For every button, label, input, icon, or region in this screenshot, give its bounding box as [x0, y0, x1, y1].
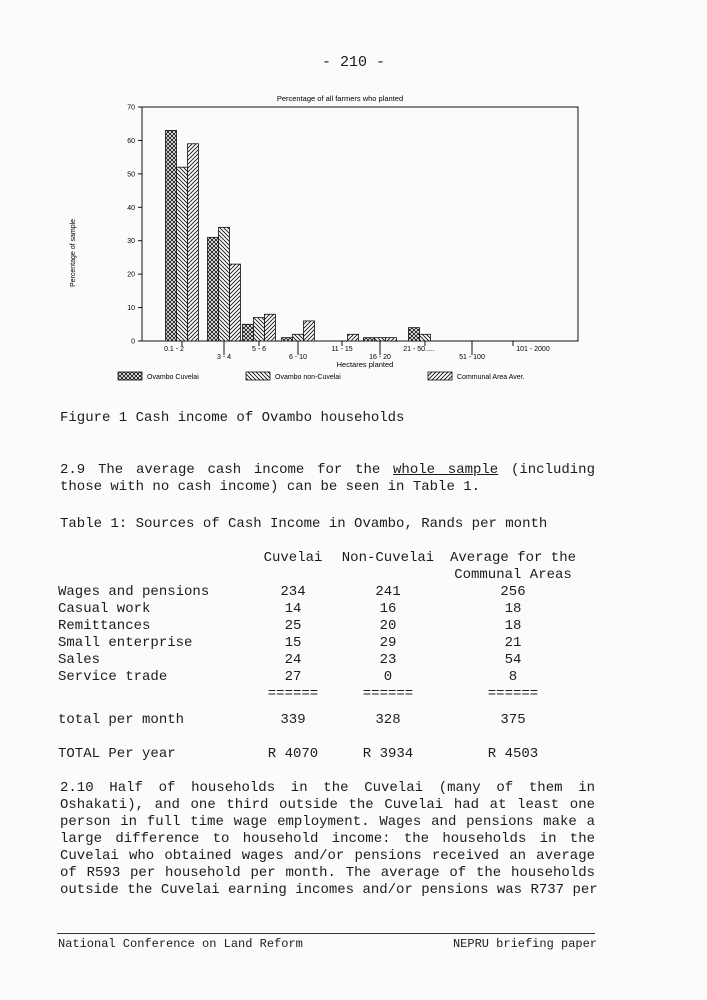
separator-mark: ====== — [487, 686, 539, 702]
legend-swatch — [246, 372, 270, 380]
bar — [282, 338, 293, 341]
bar — [420, 334, 431, 341]
x-tick-label: 21 - 50..... — [403, 346, 435, 353]
footer-conference: National Conference on Land Reform — [58, 937, 303, 951]
legend-swatch — [118, 372, 142, 380]
legend-label: Ovambo non-Cuvelai — [275, 374, 341, 381]
paragraph-line: 2.10 Half of households in the Cuvelai (many of them in — [60, 780, 595, 796]
row-value: 21 — [504, 635, 522, 651]
y-tick-label: 10 — [127, 305, 135, 313]
paragraph-line — [60, 462, 595, 479]
y-tick-label: 50 — [127, 171, 135, 179]
paragraph-line: Cuvelai who obtained wages and/or pensions received an average — [60, 848, 595, 864]
y-tick-label: 40 — [127, 204, 135, 212]
legend-label: Communal Area Aver. — [457, 374, 525, 381]
bar-chart — [60, 88, 580, 388]
bar — [293, 334, 304, 341]
header-communal-average — [438, 550, 588, 584]
underlined-phrase: whole sample — [393, 462, 499, 478]
y-axis-label: Percentage of sample — [70, 218, 77, 288]
bar — [243, 324, 254, 341]
x-tick-label: 11 - 15 — [331, 346, 353, 353]
paragraph-line: Oshakati), and one third outside the Cuvelai had at least one — [60, 797, 595, 813]
income-table — [58, 550, 588, 771]
y-tick-label: 20 — [127, 271, 135, 279]
paragraph-2-9 — [60, 462, 595, 496]
row-value: 234 — [280, 584, 306, 600]
x-axis-label: Hectares planted — [336, 360, 394, 369]
bar — [348, 334, 359, 341]
bar — [409, 328, 420, 341]
total-month-label: total per month — [58, 712, 185, 728]
paragraph-line: of R593 per household per month. The average of the households — [60, 865, 595, 881]
bar — [265, 314, 276, 341]
separator-row — [58, 686, 588, 703]
bar — [188, 144, 199, 341]
table-row — [58, 618, 588, 635]
figure-caption: Figure 1 Cash income of Ovambo households — [60, 410, 405, 426]
total-month-value: 339 — [280, 712, 306, 728]
x-tick-label: 51 - 100 — [459, 354, 485, 361]
header-non-cuvelai: Non-Cuvelai — [341, 550, 435, 566]
row-value: 24 — [284, 652, 302, 668]
row-value: 18 — [504, 618, 522, 634]
bar — [177, 167, 188, 341]
header-blank — [58, 550, 248, 584]
total-year-row — [58, 737, 588, 771]
header-line-2: Communal Areas — [454, 567, 572, 583]
y-tick-label: 30 — [127, 238, 135, 246]
row-value: 8 — [508, 669, 518, 685]
legend-swatch — [428, 372, 452, 380]
row-label: Small enterprise — [58, 635, 193, 651]
row-value: 25 — [284, 618, 302, 634]
bar — [375, 338, 386, 341]
bar — [219, 227, 230, 341]
x-tick-label: 101 - 2000 — [516, 346, 550, 353]
row-value: 14 — [284, 601, 302, 617]
row-label: Sales — [58, 652, 101, 668]
table-title: Table 1: Sources of Cash Income in Ovambo, Rands per month — [60, 516, 548, 532]
text-after-underline: (including — [498, 462, 595, 478]
x-tick-label: 5 - 6 — [251, 346, 267, 353]
x-tick-label: 3 - 4 — [216, 354, 232, 361]
row-label: Remittances — [58, 618, 151, 634]
separator-blank — [58, 686, 248, 703]
table-row — [58, 652, 588, 669]
bar — [230, 264, 241, 341]
paragraph-line: person in full time wage employment. Wages and pensions make a — [60, 814, 595, 830]
row-value: 0 — [383, 669, 393, 685]
bar — [304, 321, 315, 341]
bar — [254, 318, 265, 341]
y-tick-label: 70 — [127, 104, 135, 112]
header-line-1: Average for the — [449, 550, 577, 566]
footer-paper: NEPRU briefing paper — [452, 937, 597, 951]
header-cuvelai: Cuvelai — [263, 550, 323, 566]
separator-mark: ====== — [362, 686, 414, 702]
page-number: - 210 - — [321, 54, 385, 71]
paragraph-line: those with no cash income) can be seen in Table 1. — [60, 479, 481, 495]
bar — [386, 338, 397, 341]
total-month-value: 328 — [375, 712, 401, 728]
bar — [364, 338, 375, 341]
total-year-value: R 4070 — [267, 746, 319, 762]
row-value: 54 — [504, 652, 522, 668]
row-label: Service trade — [58, 669, 168, 685]
footer-rule — [57, 933, 595, 934]
total-month-row — [58, 703, 588, 737]
paragraph-line: outside the Cuvelai earning incomes and/or pensions was R737 per — [60, 882, 598, 898]
row-value: 16 — [379, 601, 397, 617]
row-value: 18 — [504, 601, 522, 617]
row-value: 27 — [284, 669, 302, 685]
table-row — [58, 601, 588, 618]
row-value: 256 — [500, 584, 526, 600]
y-tick-label: 60 — [127, 137, 135, 145]
total-month-value: 375 — [500, 712, 526, 728]
paragraph-2-10 — [60, 780, 598, 899]
legend-label: Ovambo Cuvelai — [147, 374, 199, 381]
total-year-value: R 4503 — [487, 746, 539, 762]
row-label: Wages and pensions — [58, 584, 210, 600]
table-row — [58, 635, 588, 652]
text-before-underline: 2.9 The average cash income for the — [60, 462, 394, 478]
bar — [166, 130, 177, 341]
table-row — [58, 669, 588, 686]
row-value: 241 — [375, 584, 401, 600]
total-year-label: TOTAL Per year — [58, 746, 176, 762]
separator-mark: ====== — [267, 686, 319, 702]
row-value: 20 — [379, 618, 397, 634]
row-label: Casual work — [58, 601, 151, 617]
chart-title: Percentage of all farmers who planted — [276, 94, 404, 103]
x-tick-label: 6 - 10 — [289, 354, 307, 361]
row-value: 29 — [379, 635, 397, 651]
x-tick-label: 16 - 20 — [369, 354, 391, 361]
table-header-row — [58, 550, 588, 584]
y-tick-label: 0 — [131, 338, 135, 346]
bar — [208, 237, 219, 341]
x-tick-label: 0.1 - 2 — [164, 346, 184, 353]
paragraph-line: large difference to household income: the households in the — [60, 831, 595, 847]
table-row — [58, 584, 588, 601]
row-value: 15 — [284, 635, 302, 651]
row-value: 23 — [379, 652, 397, 668]
total-year-value: R 3934 — [362, 746, 414, 762]
